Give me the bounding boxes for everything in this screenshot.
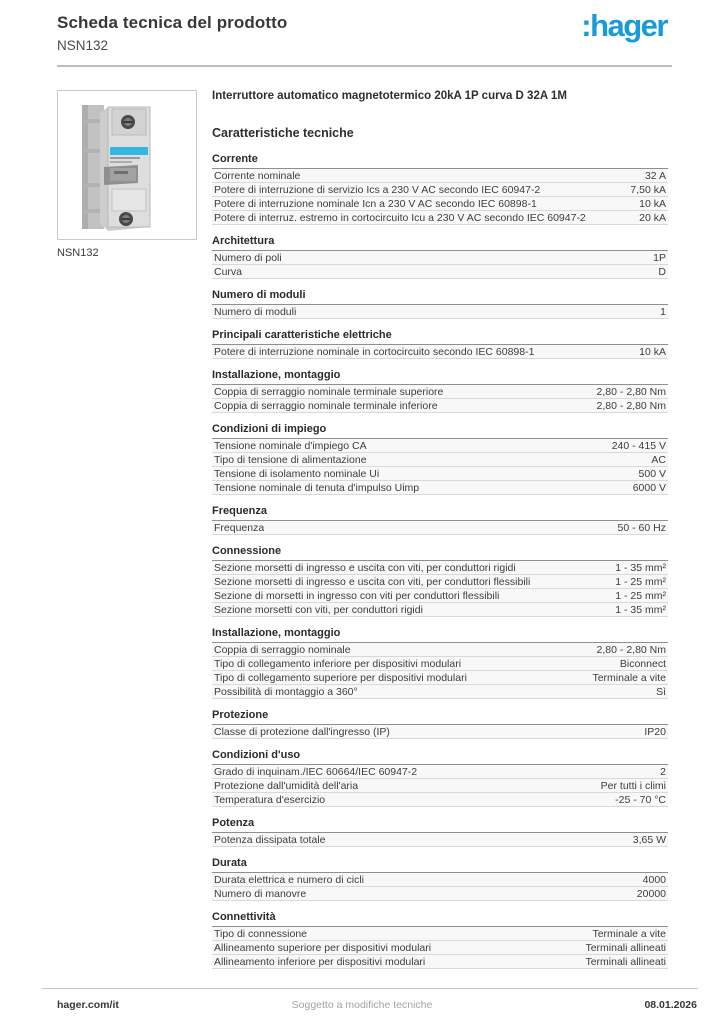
row-value: 6000 V <box>632 481 666 494</box>
table-row <box>212 671 668 685</box>
row-label: Possibilità di montaggio a 360° <box>214 685 358 698</box>
footer-note: Soggetto a modifiche tecniche <box>291 999 433 1011</box>
hager-logo: :hager <box>581 8 667 43</box>
table-row <box>212 833 668 847</box>
row-label: Potere di interruzione di servizio Ics a 230 V AC secondo IEC 60947-2 <box>214 183 541 196</box>
table-row <box>212 251 668 265</box>
row-value: IP20 <box>644 725 666 738</box>
table-row <box>212 265 668 279</box>
table-row <box>212 211 668 225</box>
section-title: Installazione, montaggio <box>212 369 668 385</box>
table-row <box>212 725 668 739</box>
table-row <box>212 779 668 793</box>
row-label: Numero di manovre <box>214 887 307 900</box>
table-row <box>212 385 668 399</box>
row-label: Tensione nominale d'impiego CA <box>214 439 367 452</box>
row-value: Sì <box>656 685 666 698</box>
section <box>212 817 668 847</box>
row-label: Tipo di tensione di alimentazione <box>214 453 367 466</box>
table-row <box>212 345 668 359</box>
table-row <box>212 941 668 955</box>
row-label: Classe di protezione dall'ingresso (IP) <box>214 725 390 738</box>
table-row <box>212 183 668 197</box>
section-title: Condizioni di impiego <box>212 423 668 439</box>
row-label: Tensione nominale di tenuta d'impulso Uimp <box>214 481 420 494</box>
row-label: Frequenza <box>214 521 265 534</box>
row-label: Coppia di serraggio nominale <box>214 643 351 656</box>
row-value: 2,80 - 2,80 Nm <box>596 399 666 412</box>
row-value: 20 kA <box>639 211 666 224</box>
table-row <box>212 521 668 535</box>
row-label: Potere di interruzione nominale Icn a 230 V AC secondo IEC 60898-1 <box>214 197 537 210</box>
section <box>212 857 668 901</box>
row-label: Temperatura d'esercizio <box>214 793 326 806</box>
section-title: Corrente <box>212 153 668 169</box>
table-row <box>212 575 668 589</box>
table-row <box>212 561 668 575</box>
section-title: Protezione <box>212 709 668 725</box>
row-label: Tipo di connessione <box>214 927 308 940</box>
table-row <box>212 481 668 495</box>
section <box>212 153 668 225</box>
section-title: Potenza <box>212 817 668 833</box>
table-row <box>212 643 668 657</box>
row-label: Coppia di serraggio nominale terminale superiore <box>214 385 444 398</box>
row-value: 2,80 - 2,80 Nm <box>596 643 666 656</box>
table-row <box>212 793 668 807</box>
table-row <box>212 439 668 453</box>
row-label: Coppia di serraggio nominale terminale inferiore <box>214 399 438 412</box>
table-row <box>212 887 668 901</box>
row-value: Terminale a vite <box>592 671 666 684</box>
row-label: Sezione morsetti di ingresso e uscita con viti, per conduttori rigidi <box>214 561 516 574</box>
row-value: 1 - 25 mm² <box>615 575 666 588</box>
row-label: Potere di interruzione nominale in cortocircuito secondo IEC 60898-1 <box>214 345 535 358</box>
row-label: Potere di interruz. estremo in cortocircuito Icu a 230 V AC secondo IEC 60947-2 <box>214 211 586 224</box>
section <box>212 329 668 359</box>
row-value: Terminali allineati <box>585 955 666 968</box>
section-title: Durata <box>212 857 668 873</box>
table-row <box>212 765 668 779</box>
table-row <box>212 927 668 941</box>
product-title: Interruttore automatico magnetotermico 20kA 1P curva D 32A 1M <box>212 90 567 102</box>
row-value: 2 <box>660 765 666 778</box>
section-title: Architettura <box>212 235 668 251</box>
table-row <box>212 453 668 467</box>
row-label: Tensione di isolamento nominale Ui <box>214 467 380 480</box>
section <box>212 709 668 739</box>
row-label: Allineamento inferiore per dispositivi modulari <box>214 955 426 968</box>
row-value: 1 <box>660 305 666 318</box>
row-label: Tipo di collegamento inferiore per dispositivi modulari <box>214 657 462 670</box>
row-value: AC <box>651 453 666 466</box>
row-label: Sezione di morsetti in ingresso con viti per conduttori flessibili <box>214 589 500 602</box>
row-value: 3,65 W <box>632 833 666 846</box>
row-value: Per tutti i climi <box>600 779 666 792</box>
section <box>212 235 668 279</box>
row-value: Terminale a vite <box>592 927 666 940</box>
row-value: 20000 <box>636 887 666 900</box>
row-value: 240 - 415 V <box>611 439 666 452</box>
section <box>212 911 668 969</box>
section-title: Connettività <box>212 911 668 927</box>
section-title: Condizioni d'uso <box>212 749 668 765</box>
footer-divider <box>42 988 698 989</box>
row-value: Terminali allineati <box>585 941 666 954</box>
section <box>212 369 668 413</box>
section <box>212 545 668 617</box>
sections <box>212 153 668 969</box>
section <box>212 505 668 535</box>
section-title: Numero di moduli <box>212 289 668 305</box>
section-title: Installazione, montaggio <box>212 627 668 643</box>
row-value: 500 V <box>638 467 666 480</box>
row-label: Numero di moduli <box>214 305 297 318</box>
product-image-frame <box>57 90 197 240</box>
row-value: 1 - 25 mm² <box>615 589 666 602</box>
table-row <box>212 169 668 183</box>
row-label: Sezione morsetti con viti, per conduttori rigidi <box>214 603 423 616</box>
header-divider <box>57 65 672 67</box>
section-title: Principali caratteristiche elettriche <box>212 329 668 345</box>
row-value: 1P <box>653 251 666 264</box>
row-value: D <box>658 265 666 278</box>
table-row <box>212 685 668 699</box>
row-value: 10 kA <box>639 345 666 358</box>
product-image-caption: NSN132 <box>57 247 99 259</box>
table-row <box>212 467 668 481</box>
table-row <box>212 197 668 211</box>
row-value: -25 - 70 °C <box>615 793 666 806</box>
table-row <box>212 603 668 617</box>
content-column <box>212 90 668 969</box>
row-label: Tipo di collegamento superiore per dispositivi modulari <box>214 671 467 684</box>
row-label: Sezione morsetti di ingresso e uscita con viti, per conduttori flessibili <box>214 575 531 588</box>
row-label: Curva <box>214 265 243 278</box>
table-row <box>212 305 668 319</box>
row-label: Numero di poli <box>214 251 282 264</box>
row-label: Allineamento superiore per dispositivi modulari <box>214 941 432 954</box>
section <box>212 627 668 699</box>
row-value: Biconnect <box>619 657 666 670</box>
product-image <box>58 91 196 239</box>
section <box>212 749 668 807</box>
product-code: NSN132 <box>57 38 109 53</box>
row-label: Corrente nominale <box>214 169 301 182</box>
row-value: 10 kA <box>639 197 666 210</box>
table-row <box>212 399 668 413</box>
section <box>212 423 668 495</box>
table-row <box>212 873 668 887</box>
row-label: Protezione dall'umidità dell'aria <box>214 779 359 792</box>
page-title: Scheda tecnica del prodotto <box>57 13 288 32</box>
row-value: 1 - 35 mm² <box>615 603 666 616</box>
section-title: Connessione <box>212 545 668 561</box>
row-label: Durata elettrica e numero di cicli <box>214 873 364 886</box>
row-value: 32 A <box>644 169 666 182</box>
row-value: 1 - 35 mm² <box>615 561 666 574</box>
row-label: Grado di inquinam./IEC 60664/IEC 60947-2 <box>214 765 418 778</box>
table-row <box>212 955 668 969</box>
section <box>212 289 668 319</box>
row-value: 7,50 kA <box>630 183 666 196</box>
row-value: 4000 <box>642 873 666 886</box>
row-value: 50 - 60 Hz <box>617 521 666 534</box>
section-title: Frequenza <box>212 505 668 521</box>
table-row <box>212 657 668 671</box>
table-row <box>212 589 668 603</box>
footer-date: 08.01.2026 <box>644 999 697 1011</box>
row-value: 2,80 - 2,80 Nm <box>596 385 666 398</box>
footer-site-link[interactable]: hager.com/it <box>57 999 119 1011</box>
row-label: Potenza dissipata totale <box>214 833 326 846</box>
characteristics-title: Caratteristiche tecniche <box>212 126 354 140</box>
